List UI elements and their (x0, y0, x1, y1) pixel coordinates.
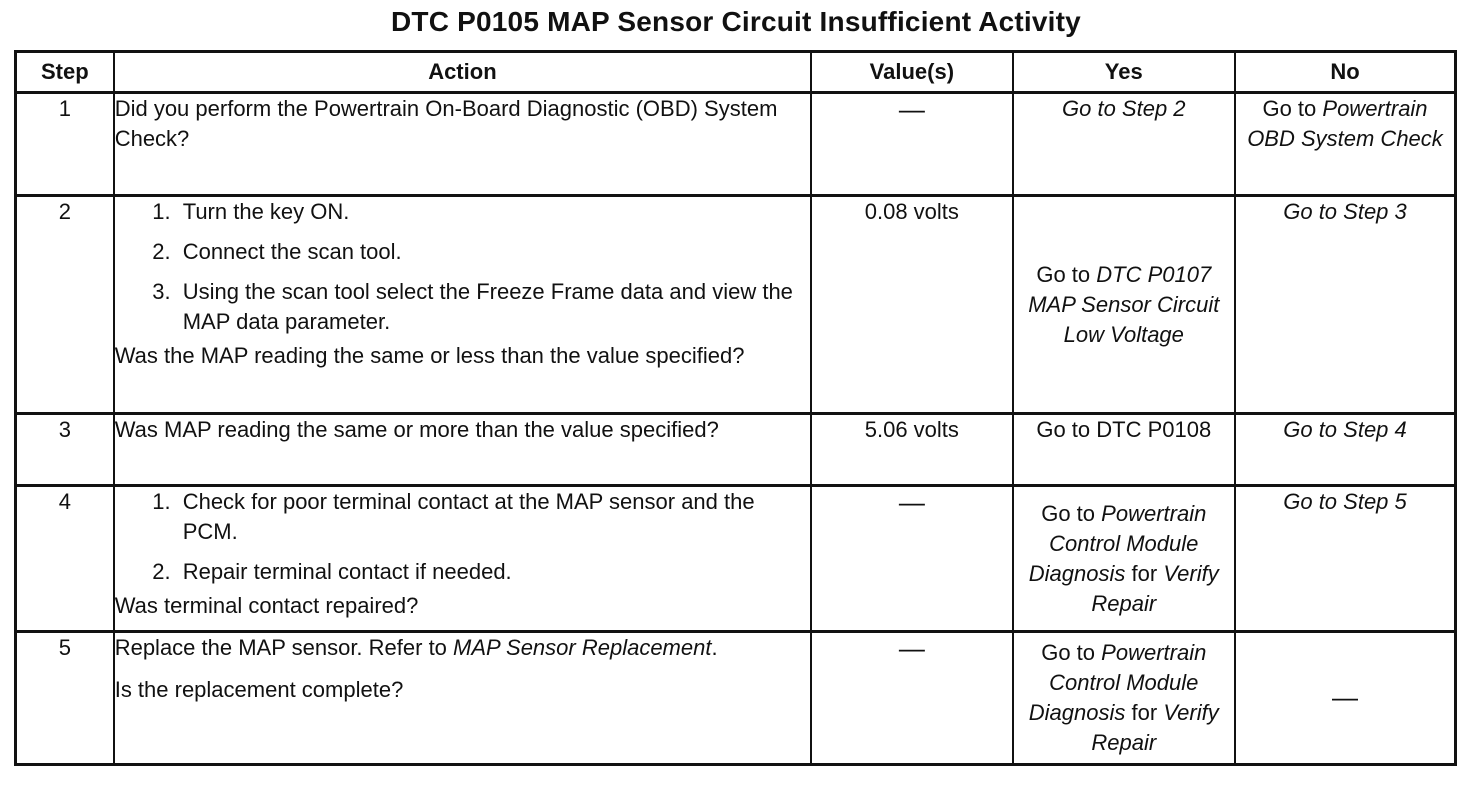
table-row (16, 196, 1456, 414)
action-question: Is the replacement complete? (114, 677, 404, 702)
no-link[interactable]: Go to Step 3 (1283, 199, 1407, 224)
header-values: Value(s) (811, 52, 1012, 93)
action-step-item: 2. Repair terminal contact if needed. (177, 557, 810, 587)
action-cell (114, 414, 811, 486)
action-question: Was the MAP reading the same or less than the value specified? (114, 343, 745, 368)
header-yes: Yes (1013, 52, 1235, 93)
action-step-item: 3. Using the scan tool select the Freeze Frame data and view the MAP data parameter. (177, 277, 810, 337)
yes-cell (1013, 196, 1235, 414)
yes-cell (1013, 486, 1235, 632)
value-cell: 5.06 volts (811, 414, 1012, 486)
action-question: Was terminal contact repaired? (114, 593, 419, 618)
value-cell (811, 632, 1012, 765)
yes-prefix: Go to (1041, 640, 1096, 665)
action-steps-list (115, 197, 810, 337)
yes-mid: for (1131, 560, 1158, 586)
action-step-item: 1. Turn the key ON. (177, 197, 810, 227)
no-link[interactable]: Go to Step 4 (1283, 417, 1407, 442)
step-number: 2 (16, 196, 114, 414)
yes-prefix: Go to (1036, 261, 1091, 287)
diagnostic-table (14, 50, 1457, 766)
action-cell (114, 632, 811, 765)
step-number: 1 (16, 93, 114, 196)
yes-cell (1013, 93, 1235, 196)
no-cell (1235, 196, 1456, 414)
value-cell (811, 486, 1012, 632)
page-title: DTC P0105 MAP Sensor Circuit Insufficient Activity (391, 6, 1081, 37)
yes-link[interactable]: Powertrain Control Module Diagnosis (1028, 640, 1207, 725)
yes-cell (1013, 414, 1235, 486)
no-link[interactable]: Powertrain OBD System Check (1247, 96, 1443, 151)
header-action: Action (114, 52, 811, 93)
table-row (16, 486, 1456, 632)
no-cell (1235, 414, 1456, 486)
yes-link-verify[interactable]: Verify Repair (1091, 700, 1219, 755)
action-cell (114, 196, 811, 414)
yes-link[interactable]: Go to DTC P0108 (1036, 417, 1212, 442)
value-dash: — (898, 633, 925, 663)
yes-link[interactable]: DTC P0107 MAP Sensor Circuit Low Voltage (1028, 261, 1220, 347)
no-cell (1235, 93, 1456, 196)
action-steps-list (115, 487, 810, 587)
no-link[interactable]: Go to Step 5 (1283, 489, 1407, 514)
action-cell (114, 486, 811, 632)
no-cell (1235, 632, 1456, 765)
instruction-suffix: . (711, 635, 718, 660)
step-number: 3 (16, 414, 114, 486)
value-cell (811, 93, 1012, 196)
table-row (16, 414, 1456, 486)
table-row (16, 632, 1456, 765)
yes-link[interactable]: Powertrain Control Module Diagnosis (1028, 500, 1207, 586)
action-question: Was MAP reading the same or more than the value specified? (114, 417, 719, 442)
value-dash: — (898, 487, 925, 517)
no-dash: — (1332, 682, 1358, 712)
table-row (16, 93, 1456, 196)
yes-prefix: Go to (1041, 500, 1096, 526)
no-prefix: Go to (1262, 96, 1317, 121)
header-no: No (1235, 52, 1456, 93)
instruction-link[interactable]: MAP Sensor Replacement (453, 635, 712, 660)
value-cell: 0.08 volts (811, 196, 1012, 414)
header-step: Step (16, 52, 114, 93)
no-cell (1235, 486, 1456, 632)
yes-cell (1013, 632, 1235, 765)
action-instruction (115, 633, 810, 663)
action-step-item: 2. Connect the scan tool. (177, 237, 810, 267)
action-cell (114, 93, 811, 196)
value-dash: — (898, 94, 925, 124)
action-step-item: 1. Check for poor terminal contact at the MAP sensor and the PCM. (177, 487, 810, 547)
yes-link-verify[interactable]: Verify Repair (1091, 560, 1219, 616)
step-number: 5 (16, 632, 114, 765)
step-number: 4 (16, 486, 114, 632)
yes-mid: for (1131, 700, 1158, 725)
header-row (16, 52, 1456, 93)
instruction-text: Replace the MAP sensor. Refer to (114, 635, 447, 660)
action-question: Did you perform the Powertrain On-Board Diagnostic (OBD) System Check? (114, 96, 778, 151)
yes-link[interactable]: Go to Step 2 (1062, 96, 1186, 121)
